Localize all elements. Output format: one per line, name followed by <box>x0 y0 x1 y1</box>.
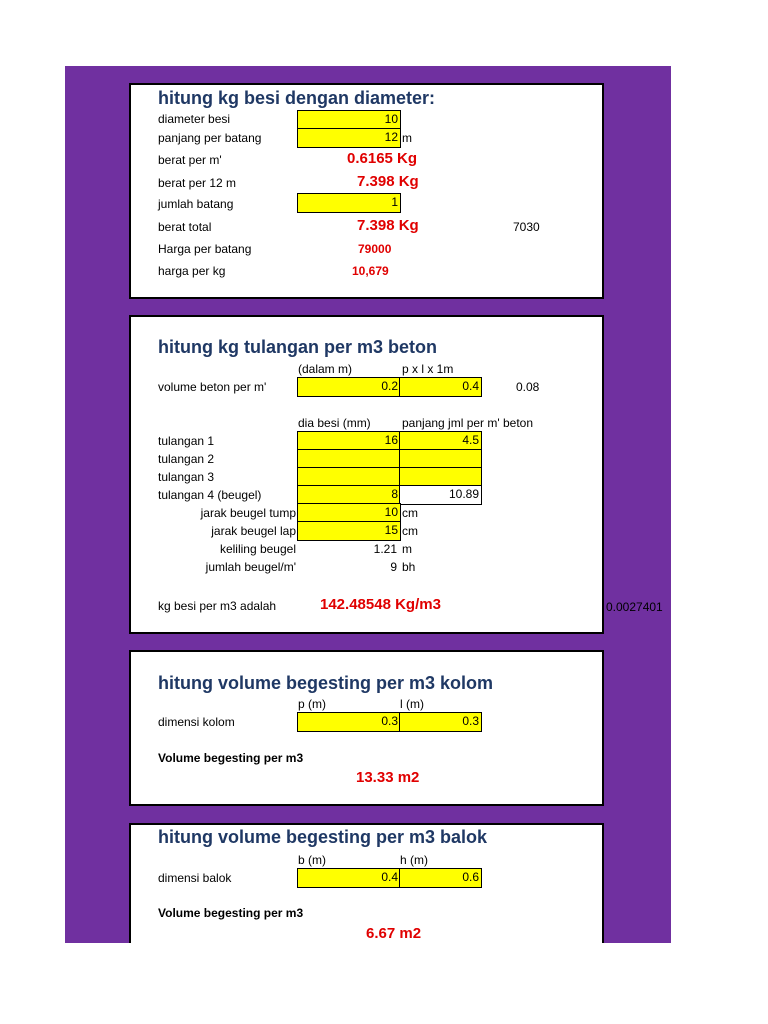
value-harga-batang: 79000 <box>358 242 392 256</box>
label-tulangan-1: tulangan 1 <box>158 434 215 448</box>
label-jumlah-beugel: jumlah beugel/m' <box>205 560 296 574</box>
input-diameter[interactable]: 10 <box>297 110 401 130</box>
input-jarak-lap[interactable]: 15 <box>297 521 401 541</box>
value-side-7030: 7030 <box>513 220 540 234</box>
value-harga-kg: 10,679 <box>352 264 389 278</box>
label-harga-kg: harga per kg <box>158 264 226 278</box>
label-volume-begesting: Volume begesting per m3 <box>158 906 304 920</box>
input-jarak-tump[interactable]: 10 <box>297 503 401 523</box>
section-title: hitung kg tulangan per m3 beton <box>158 337 437 357</box>
input-t2-len[interactable] <box>399 449 482 469</box>
input-balok-b[interactable]: 0.4 <box>297 868 401 888</box>
input-t2-dia[interactable] <box>297 449 401 469</box>
unit-jumlah-beugel: bh <box>402 560 416 574</box>
input-jumlah-batang[interactable]: 1 <box>297 193 401 213</box>
label-volume-begesting: Volume begesting per m3 <box>158 751 304 765</box>
header-pxl: p x l x 1m <box>402 362 454 376</box>
unit-jarak-lap: cm <box>402 524 418 538</box>
label-panjang: panjang per batang <box>158 131 262 145</box>
input-kolom-p[interactable]: 0.3 <box>297 712 401 732</box>
label-keliling: keliling beugel <box>219 542 296 556</box>
label-dimensi-kolom: dimensi kolom <box>158 715 235 729</box>
value-volume-begesting: 6.67 m2 <box>366 925 422 942</box>
section-title: hitung kg besi dengan diameter: <box>158 88 436 108</box>
header-p: p (m) <box>298 697 326 711</box>
label-jarak-tump: jarak beugel tump <box>200 506 296 520</box>
input-t1-len[interactable]: 4.5 <box>399 431 482 451</box>
input-panjang[interactable]: 12 <box>297 128 401 148</box>
label-tulangan-2: tulangan 2 <box>158 452 215 466</box>
value-volume: 0.08 <box>516 380 540 394</box>
value-side-ratio: 0.0027401 <box>606 600 663 614</box>
header-dia-besi: dia besi (mm) <box>298 416 371 430</box>
header-panjang: panjang jml per m' beton <box>402 416 534 430</box>
label-jarak-lap: jarak beugel lap <box>211 524 296 538</box>
label-volume-beton: volume beton per m' <box>158 380 267 394</box>
section-title: hitung volume begesting per m3 balok <box>158 827 488 847</box>
input-vol-p[interactable]: 0.2 <box>297 377 401 397</box>
header-l: l (m) <box>400 697 424 711</box>
unit-jarak-tump: cm <box>402 506 418 520</box>
value-keliling: 1.21 <box>373 542 397 556</box>
value-berat-total: 7.398 Kg <box>357 217 419 234</box>
label-tulangan-4: tulangan 4 (beugel) <box>158 488 262 502</box>
label-diameter: diameter besi <box>158 112 231 126</box>
input-t3-len[interactable] <box>399 467 482 487</box>
unit-keliling: m <box>402 542 412 556</box>
page-bottom <box>0 943 768 1024</box>
input-t3-dia[interactable] <box>297 467 401 487</box>
section-title: hitung volume begesting per m3 kolom <box>158 673 494 693</box>
label-berat-12: berat per 12 m <box>158 176 237 190</box>
label-berat-total: berat total <box>158 220 212 234</box>
label-tulangan-3: tulangan 3 <box>158 470 215 484</box>
unit-panjang: m <box>402 131 412 145</box>
value-volume-begesting: 13.33 m2 <box>356 769 420 786</box>
label-kg-besi-m3: kg besi per m3 adalah <box>158 599 277 613</box>
value-t4-len: 10.89 <box>399 485 482 505</box>
header-h: h (m) <box>400 853 428 867</box>
input-t1-dia[interactable]: 16 <box>297 431 401 451</box>
input-kolom-l[interactable]: 0.3 <box>399 712 482 732</box>
label-jumlah-batang: jumlah batang <box>158 197 234 211</box>
value-jumlah-beugel: 9 <box>390 560 397 574</box>
value-berat-m: 0.6165 Kg <box>347 150 418 167</box>
input-t4-dia[interactable]: 8 <box>297 485 401 505</box>
header-dalam-m: (dalam m) <box>298 362 353 376</box>
label-dimensi-balok: dimensi balok <box>158 871 232 885</box>
label-harga-batang: Harga per batang <box>158 242 252 256</box>
input-vol-l[interactable]: 0.4 <box>399 377 482 397</box>
value-berat-12: 7.398 Kg <box>357 173 419 190</box>
header-b: b (m) <box>298 853 326 867</box>
value-kg-besi-m3: 142.48548 Kg/m3 <box>320 596 441 613</box>
label-berat-m: berat per m' <box>158 153 222 167</box>
input-balok-h[interactable]: 0.6 <box>399 868 482 888</box>
